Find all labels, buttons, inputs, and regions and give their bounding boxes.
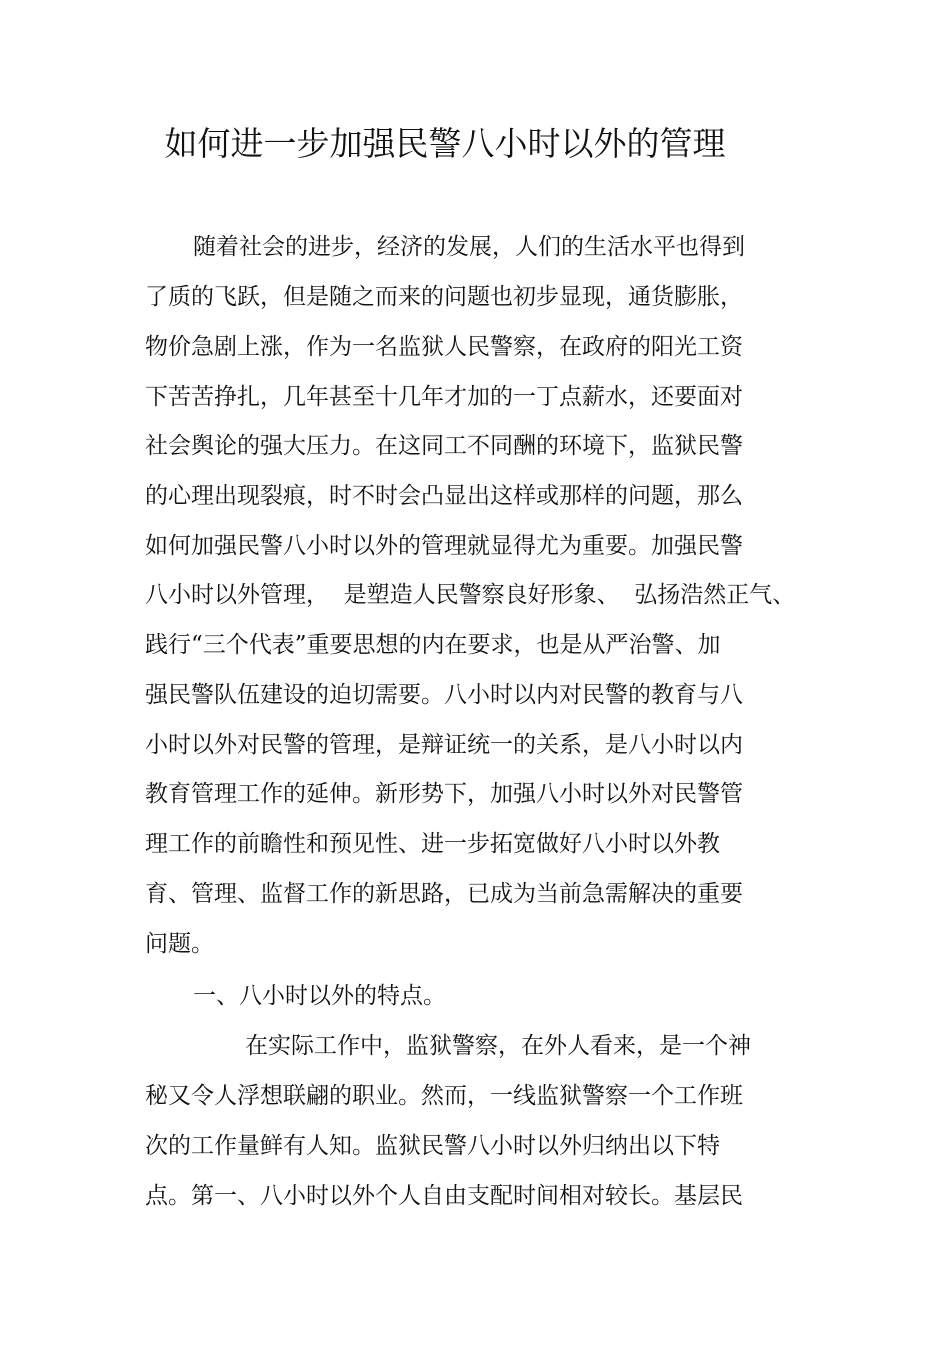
paragraph-line: 小时以外对民警的管理，是辩证统一的关系，是八小时以内 — [145, 732, 743, 758]
paragraph-line: 随着社会的进步，经济的发展，人们的生活水平也得到 — [193, 234, 745, 260]
paragraph-line: 强民警队伍建设的迫切需要。八小时以内对民警的教育与八 — [145, 682, 743, 708]
paragraph-line: 社会舆论的强大压力。在这同工不同酬的环境下，监狱民警 — [145, 433, 743, 459]
paragraph-line: 理工作的前瞻性和预见性、进一步拓宽做好八小时以外教 — [145, 831, 720, 857]
paragraph-line: 下苦苦挣扎，几年甚至十几年才加的一丁点薪水，还要面对 — [145, 384, 743, 410]
paragraph-line: 在实际工作中，监狱警察，在外人看来，是一个神 — [245, 1033, 751, 1059]
paragraph-line: 的心理出现裂痕，时不时会凸显出这样或那样的问题，那么 — [145, 483, 743, 509]
paragraph-line: 物价急剧上涨，作为一名监狱人民警察，在政府的阳光工资 — [145, 334, 743, 360]
paragraph-line: 如何加强民警八小时以外的管理就显得尤为重要。加强民警 — [145, 533, 743, 559]
paragraph-line: 育、管理、监督工作的新思路，已成为当前急需解决的重要 — [145, 881, 743, 907]
paragraph-line: 问题。 — [145, 931, 214, 957]
paragraph-line: 点。第一、八小时以外个人自由支配时间相对较长。基层民 — [145, 1183, 743, 1209]
paragraph-line: 践行“三个代表”重要思想的内在要求，也是从严治警、加 — [145, 632, 721, 658]
section-heading: 一、八小时以外的特点。 — [193, 983, 446, 1009]
document-title: 如何进一步加强民警八小时以外的管理 — [164, 124, 726, 163]
paragraph-line: 八小时以外管理， 是塑造人民警察良好形象、 弘扬浩然正气、 — [145, 582, 796, 608]
paragraph-line: 教育管理工作的延伸。新形势下，加强八小时以外对民警管 — [145, 781, 743, 807]
paragraph-line: 了质的飞跃，但是随之而来的问题也初步显现，通货膨胀， — [145, 284, 743, 310]
paragraph-line: 秘又令人浮想联翩的职业。然而，一线监狱警察一个工作班 — [145, 1083, 743, 1109]
paragraph-line: 次的工作量鲜有人知。监狱民警八小时以外归纳出以下特 — [145, 1133, 720, 1159]
